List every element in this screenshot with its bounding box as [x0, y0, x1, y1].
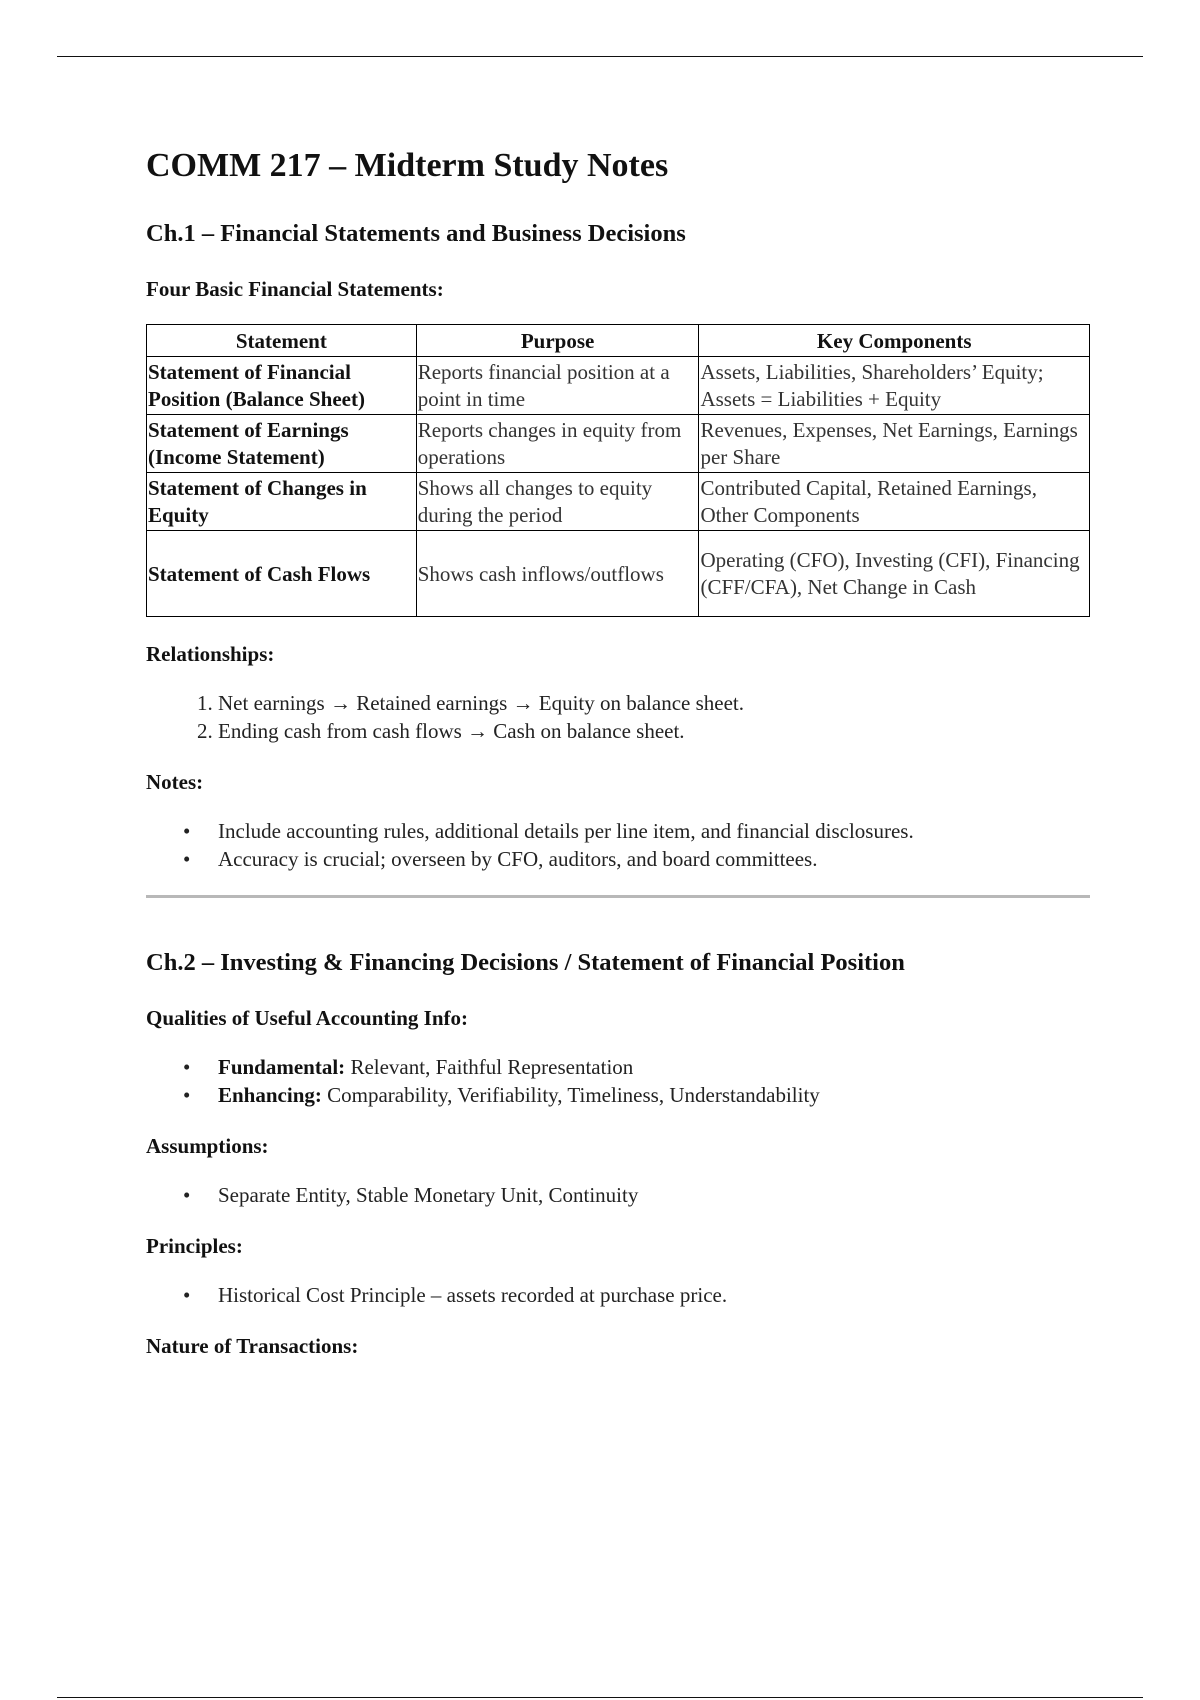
cell-purpose: Reports changes in equity from operations — [416, 415, 699, 473]
cell-purpose: Reports financial position at a point in time — [416, 357, 699, 415]
list-item-text: Relevant, Faithful Representation — [345, 1055, 634, 1079]
cell-components: Contributed Capital, Retained Earnings, Other Components — [699, 473, 1090, 531]
page-bottom-rule — [57, 1697, 1143, 1698]
cell-components: Revenues, Expenses, Net Earnings, Earnings per Share — [699, 415, 1090, 473]
list-item — [183, 1053, 1090, 1081]
bullet-icon: • — [183, 1055, 191, 1079]
cell-components: Assets, Liabilities, Shareholders’ Equity; Assets = Liabilities + Equity — [699, 357, 1090, 415]
list-item — [183, 1281, 1090, 1309]
relationships-list — [146, 689, 1090, 745]
list-item-text: Separate Entity, Stable Monetary Unit, Continuity — [218, 1183, 639, 1207]
list-item — [183, 1081, 1090, 1109]
bullet-icon: • — [183, 847, 191, 871]
financial-statements-table — [146, 324, 1090, 617]
header-key-components: Key Components — [699, 325, 1090, 357]
page-top-rule — [57, 56, 1143, 57]
list-item: 2. Ending cash from cash flows → Cash on balance sheet. — [218, 717, 1090, 745]
section-divider — [146, 895, 1090, 898]
cell-statement: Statement of Earnings (Income Statement) — [147, 415, 417, 473]
bullet-icon: • — [183, 1183, 191, 1207]
table-row — [147, 531, 1090, 617]
principles-label: Principles: — [146, 1234, 243, 1258]
document-title: COMM 217 – Midterm Study Notes — [146, 147, 669, 184]
assumptions-label: Assumptions: — [146, 1134, 269, 1158]
cell-statement: Statement of Cash Flows — [147, 531, 417, 617]
cell-statement: Statement of Changes in Equity — [147, 473, 417, 531]
principles-list — [146, 1281, 1090, 1309]
notes-list — [146, 817, 1090, 873]
assumptions-list — [146, 1181, 1090, 1209]
list-item: 1. Net earnings → Retained earnings → Equity on balance sheet. — [218, 689, 1090, 717]
table-row — [147, 473, 1090, 531]
list-item-text: Include accounting rules, additional details per line item, and financial disclosures. — [218, 819, 914, 843]
list-item-text: Comparability, Verifiability, Timeliness, Understandability — [321, 1083, 820, 1107]
bullet-icon: • — [183, 819, 191, 843]
cell-statement: Statement of Financial Position (Balance Sheet) — [147, 357, 417, 415]
table-row — [147, 357, 1090, 415]
document-body — [146, 142, 1090, 1381]
transactions-label: Nature of Transactions: — [146, 1334, 359, 1358]
list-item — [183, 817, 1090, 845]
list-item — [183, 1181, 1090, 1209]
list-item — [183, 845, 1090, 873]
list-item-text: Accuracy is crucial; overseen by CFO, auditors, and board committees. — [218, 847, 818, 871]
table-row — [147, 415, 1090, 473]
qualities-label: Qualities of Useful Accounting Info: — [146, 1006, 469, 1030]
header-statement: Statement — [147, 325, 417, 357]
bullet-icon: • — [183, 1083, 191, 1107]
cell-purpose: Shows cash inflows/outflows — [416, 531, 699, 617]
relationships-label: Relationships: — [146, 642, 275, 666]
header-purpose: Purpose — [416, 325, 699, 357]
chapter-1-heading: Ch.1 – Financial Statements and Business Decisions — [146, 220, 686, 247]
table-header-row — [147, 325, 1090, 357]
list-item-lead: Enhancing: — [218, 1083, 322, 1107]
cell-purpose: Shows all changes to equity during the period — [416, 473, 699, 531]
list-item-lead: Fundamental: — [218, 1055, 346, 1079]
statements-label: Four Basic Financial Statements: — [146, 277, 444, 301]
cell-components: Operating (CFO), Investing (CFI), Financing (CFF/CFA), Net Change in Cash — [699, 531, 1090, 617]
list-item-text: Historical Cost Principle – assets recorded at purchase price. — [218, 1283, 728, 1307]
bullet-icon: • — [183, 1283, 191, 1307]
qualities-list — [146, 1053, 1090, 1109]
notes-label: Notes: — [146, 770, 204, 794]
chapter-2-heading: Ch.2 – Investing & Financing Decisions / Statement of Financial Position — [146, 949, 905, 976]
